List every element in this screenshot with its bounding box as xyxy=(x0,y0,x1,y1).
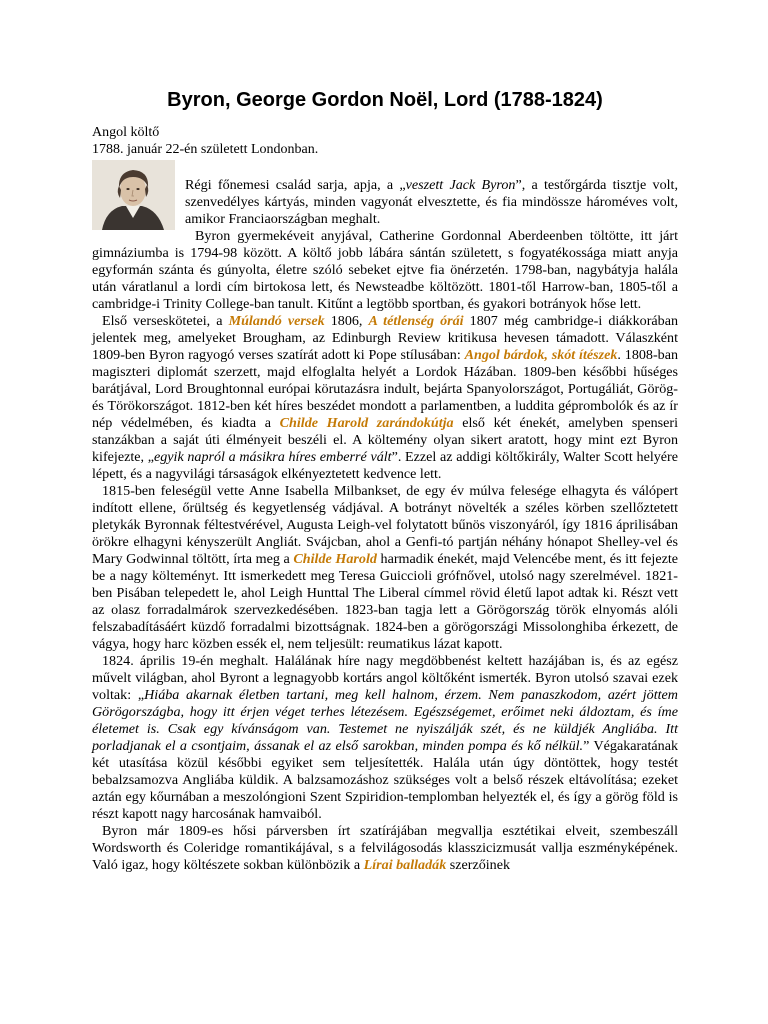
paragraph-text: 1815-ben feleségül vette Anne Isabella Milbankset, de egy év múlva felesége elhagyta és válópert indított ellene, őrültség és kegyetlenség vádjával. A botrányt növelték a széles körben szellőztetett pletykák Byronnak féltestvérével, Augusta Leigh-vel folytatott bűnös viszonyáról, így 1816 áprilisában örökre elhagyni kényszerült Angliát. Svájcban, ahol a Genfi-tó partján néhány hónapot Shelley-vel és Mary Godwinnal töltött, írta meg a xyxy=(92,483,678,567)
paragraph-family xyxy=(92,177,678,228)
paragraph-text: szerzőinek xyxy=(446,857,511,873)
paragraph-death xyxy=(92,653,678,823)
quotation: Hiába akarnak életben tartani, meg kell halnom, érzem. Nem panaszkodom, azért jöttem Görögországba, hogy itt érjen véget terhes létezésem. Egészségemet, erőimet neki áldoztam, és íme életemet is. Csak egy kívánságom van. Testemet ne nyiszálják szét, és ne küldjék Angliába. Itt porladjanak el a csontjaim, ássanak el az első sarokban, minden pompa és kő nélkül. xyxy=(92,687,678,754)
intro-birth: 1788. január 22-én született Londonban. xyxy=(92,141,319,157)
work-title: Childe Harold zarándokútja xyxy=(279,415,454,431)
paragraph-text: ”, a testőrgárda tisztje volt, szenvedélyes kártyás, minden vagyonát elvesztette, és fia mindössze hároméves volt, amikor Franciaországban meghalt. xyxy=(185,177,678,227)
paragraph-text: . 1808-ban magiszteri diplomát szerzett, majd elfoglalta helyét a Lordok Házában. 1809-ben későbbi hűséges barátjával, Lord Broughtonnal európai körutazásra indult, bejárta Spanyolországot, Portugáliát, Görög- és Törökországot. 1812-ben két híres beszédet mondott a parlamentben, a luddita géprombolók és az ír nép védelmében, és kiadta a xyxy=(92,347,678,431)
work-title: Múlandó versek xyxy=(228,313,325,329)
paragraph-childhood: Byron gyermekéveit anyjával, Catherine Gordonnal Aberdeenben töltötte, itt járt gimnáziumba is 1794-98 között. A költő jobb lábára sántán született, s fogyatékossága miatt anyja egyformán szánta és gúnyolta, életre szóló sebeket ejtve fia önérzetén. 1798-ban, nagybátyja halála után váratlanul a lordi cím birtokosa lett, és Newsteadbe költözött. 1801-től Harrow-ban, 1805-től a cambridge-i Trinity College-ban tanult. Kitűnt a legtöbb sportban, és gyakori botrányok hőse lett. xyxy=(92,228,678,312)
page-title: Byron, George Gordon Noël, Lord (1788-1824) xyxy=(167,89,603,111)
work-title: Childe Harold xyxy=(293,551,377,567)
intro-block xyxy=(92,125,318,158)
intro-subtitle: Angol költő xyxy=(92,125,160,140)
paragraph-text: 1806, xyxy=(324,313,369,329)
paragraph-text: ” Végakaratának két utasítása közül későbbi egyiket sem teljesítették. Halála után úgy döntöttek, hogy testét bebalzsamozva Angliába küldik. A balzsamozáshoz szükséges volt a belső részek eltávolítása; ezeket aztán egy kőurnában a meszolóngioni Szent Szpiridion-templomban helyezték el, és így a görög föld is részt kapott nagy harcosának hamvaiból. xyxy=(92,738,678,822)
paragraph-text: Első verseskötetei, a xyxy=(102,313,229,329)
paragraph-marriage-exile xyxy=(92,483,678,653)
paragraph-text: 1824. április 19-én meghalt. Halálának híre nagy megdöbbenést keltett hazájában is, és az egész művelt világban, ahol Byront a legnagyobb kortárs angol költőként ismerték. Byron utolsó szavai ezek voltak: „ xyxy=(92,653,678,703)
quoted-name: veszett Jack Byron xyxy=(405,177,516,193)
paragraph-text: 1807 még cambridge-i diákkorában jelentek meg, amelyeket Brougham, az Edinburgh Review kritikusa hevesen támadott. Válaszként 1809-ben Byron ragyogó verses szatírát adott ki Pope stílusában: xyxy=(92,313,678,363)
quotation: egyik napról a másikra híres emberré vált xyxy=(153,449,392,465)
paragraph-text: Byron már 1809-es hősi párversben írt szatírájában megvallja esztétikai elveit, szembeszáll Wordsworth és Coleridge romantikájával, s a felvilágosodás klasszicizmusát vallja eszményképének. Való igaz, hogy költészete sokban különbözik a xyxy=(92,823,678,873)
paragraph-text: Régi főnemesi család sarja, apja, a „ xyxy=(185,177,406,193)
byron-portrait-image xyxy=(92,160,175,230)
paragraph-text: ”. Ezzel az addigi költőkirály, Walter Scott helyére lépett, és a nagyvilági társaságok elkényeztetett kedvence lett. xyxy=(92,449,678,482)
paragraph-early-works xyxy=(92,313,678,483)
paragraph-text: harmadik énekét, majd Velencébe ment, és itt fejezte be a nagy költeményt. Itt ismerkedett meg Teresa Guiccioli grófnővel, utolsó nagy szerelmével. 1821-ben Pisában telepedett le, ahol Leigh Hunttal The Liberal címmel rövid életű lapot adtak ki. Részt vett az olasz forradalmárok szervezkedésében. 1823-ban tagja lett a Görögország török elnyomás alóli felszabadításáért küzdő forradalmi bizottságnak. 1824-ben a görögországi Missolonghiba érkezett, de vágya, hogy harc közben essék el, nem teljesült: reumatikus lázat kapott. xyxy=(92,551,679,652)
work-title: Lírai balladák xyxy=(363,857,447,873)
paragraph-aesthetics xyxy=(92,823,678,874)
work-title: A tétlenség órái xyxy=(368,313,464,329)
paragraph-text: első két énekét, amelyben spenseri stanzákban a saját úti élményeit beszéli el. A költemény olyan sikert aratott, hogy mint ezt Byron kifejezte, „ xyxy=(92,415,679,465)
article-body xyxy=(92,177,678,874)
work-title: Angol bárdok, skót ítészek xyxy=(464,347,618,363)
